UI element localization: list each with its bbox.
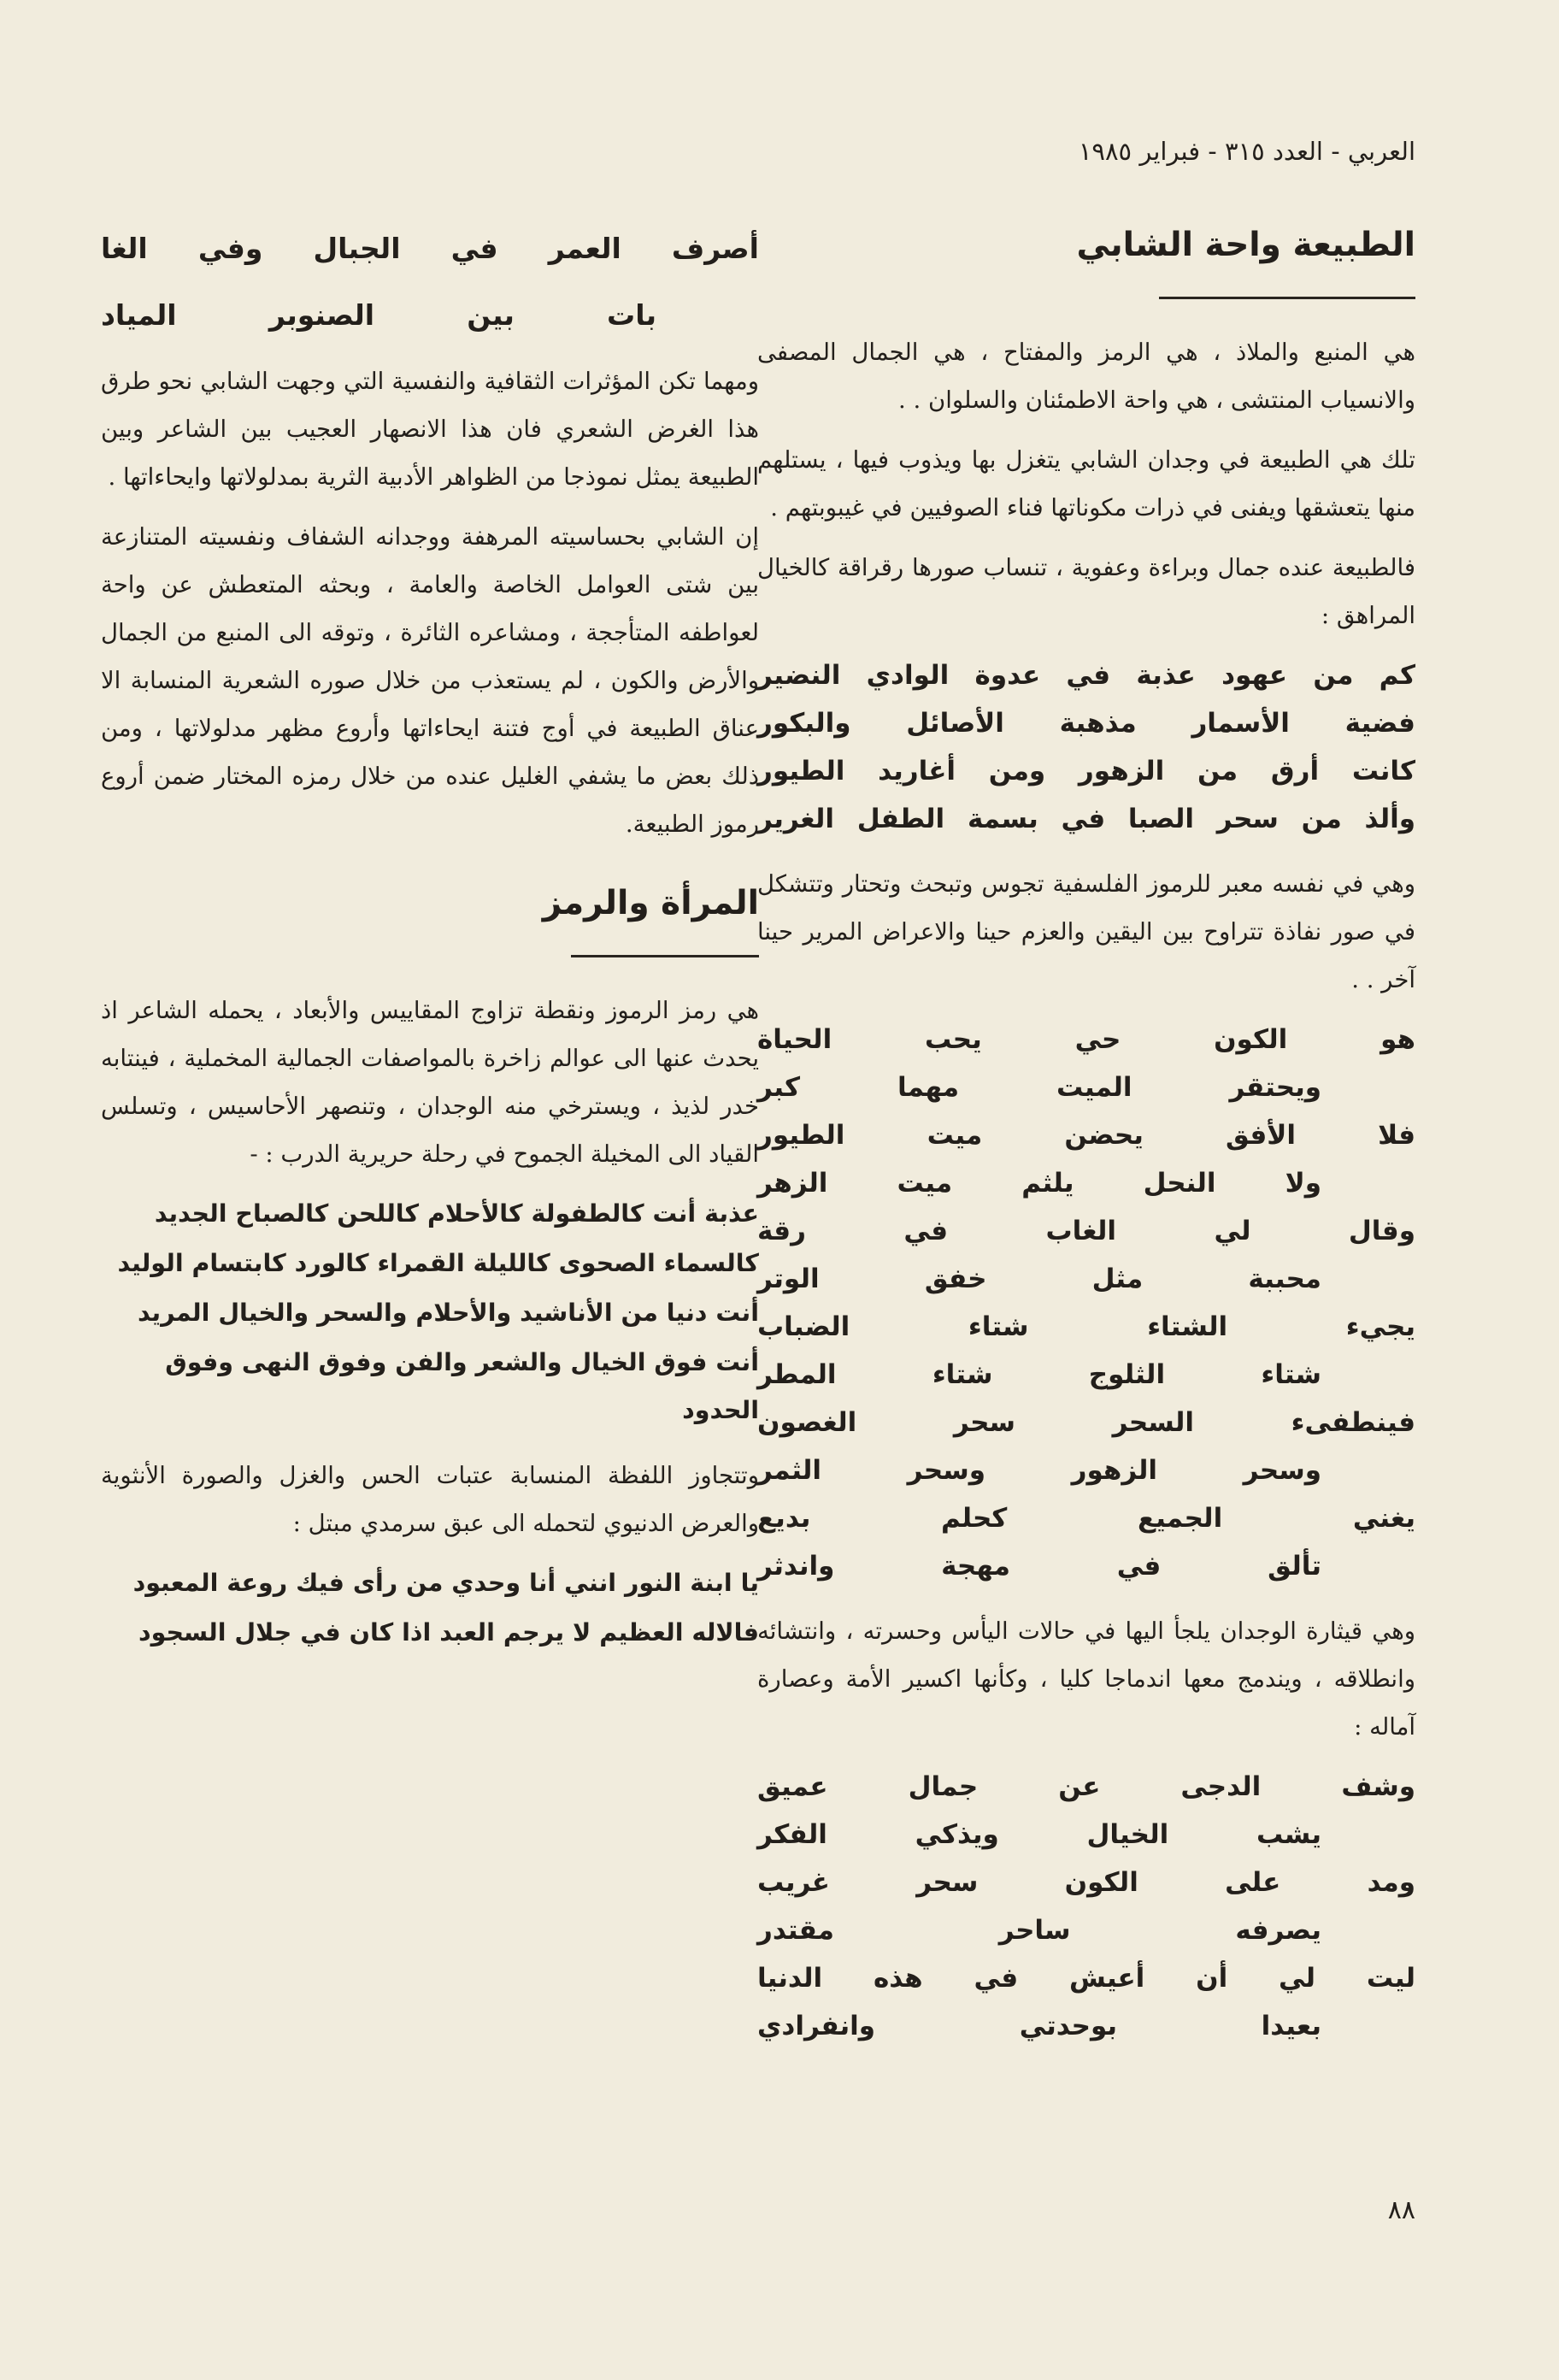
- paragraph: وهي قيثارة الوجدان يلجأ اليها في حالات اليأس وحسرته ، وانتشائه وانطلاقه ، ويندمج معها اندماجا كليا ، وكأنها اكسير الأمة وعصارة آماله :: [757, 1617, 1415, 1741]
- poem-line: فالاله العظيم لا يرجم العبد اذا كان في جلال السجود: [138, 1617, 759, 1647]
- verse-line: كانت أرق من الزهور ومن أغاريد الطيور: [757, 755, 1415, 786]
- verse-line: وقال لي الغاب في رقة: [757, 1215, 1415, 1246]
- poem-block-1: [101, 1190, 759, 1434]
- verse-line: فينطفىء السحر سحر الغصون: [757, 1406, 1415, 1438]
- verse-line: ولا النحل يلثم ميت الزهر: [757, 1167, 1321, 1199]
- title-underline: [1159, 297, 1415, 299]
- verse-line: فضية الأسمار مذهبة الأصائل والبكور: [757, 707, 1415, 739]
- verse-line: ويحتقر الميت مهما كبر: [757, 1071, 1321, 1103]
- verse-line: ليت لي أن أعيش في هذه الدنيا: [757, 1962, 1415, 1994]
- verse-line: وألذ من سحر الصبا في بسمة الطفل الغرير: [757, 803, 1415, 834]
- paragraph: هي رمز الرموز ونقطة تزاوج المقاييس والأبعاد ، يحمله الشاعر اذ يحدث عنها الى عوالم زاخرة بالمواصفات الجمالية المخملية ، فينتابه خدر لذيذ ، ويسترخي منه الوجدان ، وتنصهر الأحاسيس ، وتسلس القياد الى المخيلة الجموح في رحلة حريرية الدرب : -: [101, 996, 759, 1168]
- verse-line: يغني الجميع كحلم بديع: [757, 1502, 1415, 1534]
- verse-line: وشف الدجى عن جمال عميق: [757, 1770, 1415, 1802]
- verse-block-3: [757, 1763, 1415, 2050]
- verse-line: تألق في مهجة واندثر: [757, 1550, 1321, 1582]
- verse-line: محببة مثل خفق الوتر: [757, 1263, 1321, 1294]
- opening-verse-line: بات بين الصنوبر المياد: [101, 298, 656, 332]
- poem-line: أنت دنيا من الأناشيد والأحلام والسحر والخيال المريد: [137, 1298, 759, 1327]
- verse-block-2: [757, 1016, 1415, 1590]
- opening-verse-line: أصرف العمر في الجبال وفي الغا: [101, 232, 759, 265]
- running-header: العربي - العدد ٣١٥ - فبراير ١٩٨٥: [1078, 137, 1415, 166]
- verse-line: يشب الخيال ويذكي الفكر: [757, 1818, 1321, 1850]
- verse-line: فلا الأفق يحضن ميت الطيور: [757, 1119, 1415, 1151]
- title-underline: [571, 955, 759, 957]
- paragraph: إن الشابي بحساسيته المرهفة ووجدانه الشفاف ونفسيته المتنازعة بين شتى العوامل الخاصة والعامة ، وبحثه المتعطش عن واحة لعواطفه المتأججة ، ومشاعره الثائرة ، وتوقه الى المنبع من الجمال والأرض والكون ، لم يستعذب من خلال صوره الشعرية المنسابة الا عناق الطبيعة في أوج فتنة ايحاءاتها وأروع مظهر مدلولاتها ، ومن ذلك بعض ما يشفي الغليل عنده من خلال رمزه المختار ضمن أروع رموز الطبيعة.: [101, 523, 759, 838]
- paragraph: وهي في نفسه معبر للرموز الفلسفية تجوس وتبحث وتحتار وتتشكل في صور نفاذة تتراوح بين اليقين والعزم حينا والاعراض المرير حينا آخر . .: [757, 869, 1415, 993]
- paragraph: هي المنبع والملاذ ، هي الرمز والمفتاح ، هي الجمال المصفى والانسياب المنتشى ، هي واحة الاطمئنان والسلوان . .: [757, 338, 1415, 414]
- paragraph: تلك هي الطبيعة في وجدان الشابي يتغزل بها ويذوب فيها ، يستلهم منها يتعشقها ويفنى في ذرات مكوناتها فناء الصوفيين في غيبوبتهم .: [757, 445, 1415, 521]
- poem-block-2: [101, 1559, 759, 1657]
- poem-line: كالسماء الصحوى كالليلة القمراء كالورد كابتسام الوليد: [117, 1248, 759, 1277]
- page-number: ٨٨: [1387, 2195, 1415, 2225]
- paragraph: فالطبيعة عنده جمال وبراءة وعفوية ، تنساب صورها رقراقة كالخيال المراهق :: [757, 553, 1415, 629]
- section-title-woman: المرأة والرمز: [542, 884, 759, 922]
- verse-line: شتاء الثلوج شتاء المطر: [757, 1358, 1321, 1390]
- poem-line: يا ابنة النور انني أنا وحدي من رأى فيك روعة المعبود: [132, 1568, 759, 1597]
- verse-block-1: [757, 651, 1415, 843]
- paragraph: ومهما تكن المؤثرات الثقافية والنفسية التي وجهت الشابي نحو طرق هذا الغرض الشعري فان هذا الانصهار العجيب بين الشاعر وبين الطبيعة يمثل نموذجا من الظواهر الأدبية الثرية بمدلولاتها وايحاءاتها .: [101, 368, 759, 491]
- left-column: [101, 224, 759, 1674]
- section-title-nature: الطبيعة واحة الشابي: [1076, 226, 1415, 264]
- paragraph: وتتجاوز اللفظة المنسابة عتبات الحس والغزل والصورة الأنثوية والعرض الدنيوي لتحمله الى عبق سرمدي مبتل :: [101, 1461, 759, 1537]
- right-column: [757, 224, 1415, 2067]
- verse-line: يصرفه ساحر مقتدر: [757, 1914, 1321, 1946]
- poem-line: عذبة أنت كالطفولة كالأحلام كاللحن كالصباح الجديد: [154, 1199, 759, 1228]
- verse-line: ومد على الكون سحر غريب: [757, 1866, 1415, 1898]
- verse-line: كم من عهود عذبة في عدوة الوادي النضير: [757, 659, 1415, 691]
- verse-line: هو الكون حي يحب الحياة: [757, 1023, 1415, 1055]
- verse-line: يجيء الشتاء شتاء الضباب: [757, 1311, 1415, 1342]
- poem-line: أنت فوق الخيال والشعر والفن وفوق النهى وفوق الحدود: [165, 1347, 759, 1424]
- verse-line: وسحر الزهور وسحر الثمر: [757, 1454, 1321, 1486]
- verse-line: بعيدا بوحدتي وانفرادي: [757, 2010, 1321, 2041]
